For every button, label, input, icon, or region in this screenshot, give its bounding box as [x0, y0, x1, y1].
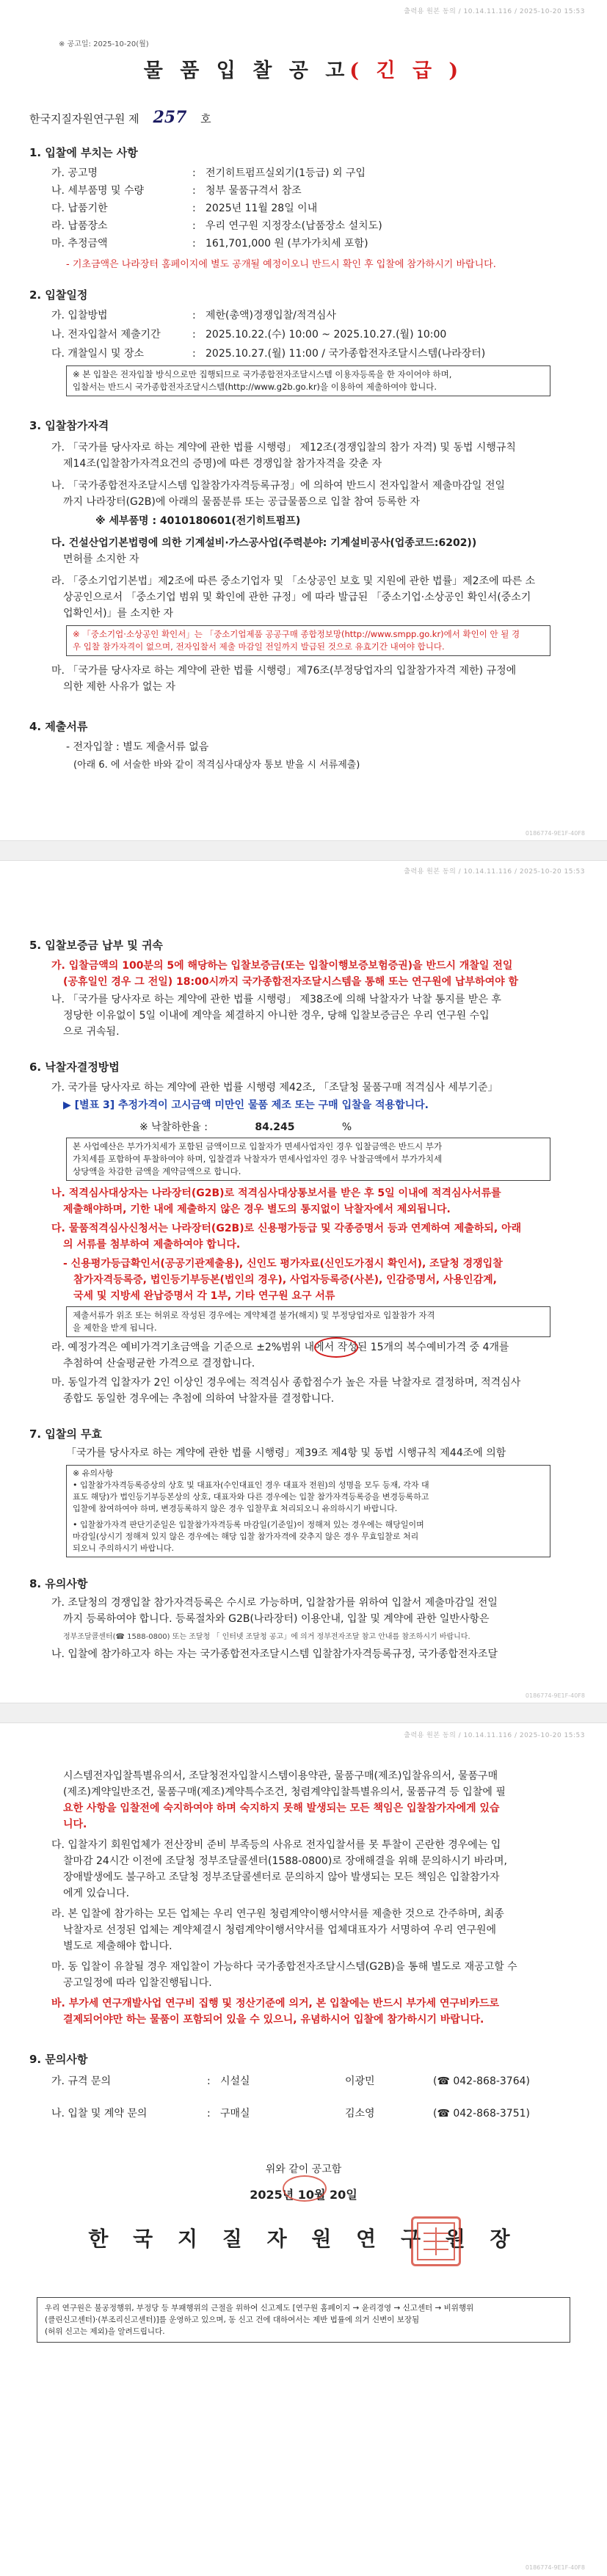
sec6-para: 마. 동일가격 입찰자가 2인 이상인 경우에는 적격심사 종합점수가 높은 자를 낙찰자로 결정하며, 적격심사 — [51, 1377, 521, 1389]
row-label: 다. 개찰일시 및 장소 — [51, 348, 144, 360]
report-center-box — [37, 2297, 570, 2343]
forgery-notice-box — [66, 1306, 550, 1337]
notice-line: (클린신고센터)·(부조리신고센터)]를 운영하고 있으며, 동 신고 건에 대하여서는 제반 법률에 의거 신변이 보장됨 — [45, 2315, 420, 2324]
notice-line: 을 제한을 받게 됩니다. — [73, 1322, 157, 1333]
date-stamp — [283, 2175, 327, 2202]
row-separator: : — [207, 2108, 211, 2120]
sec6-para: 추첨하여 산술평균한 가격으로 결정합니다. — [63, 1358, 255, 1369]
section-4-heading: 4. 제출서류 — [29, 720, 88, 733]
red-para: 의 서류를 첨부하여 제출하여야 합니다. — [63, 1239, 241, 1251]
sec8-para: 다. 입찰자기 회원업체가 전산장비 준비 부족등의 사유로 전자입찰서를 못 투찰이 곤란한 경우에는 입 — [51, 1839, 501, 1851]
caution-box — [66, 1465, 550, 1557]
seal-icon — [413, 2219, 459, 2264]
sec8-red-para: 결제되어야만 하는 물품이 포함되어 있을 수 있으니, 유념하시어 입찰에 참가하시기 바랍니다. — [63, 2014, 484, 2026]
contact-tel: (☎ 042-868-3751) — [433, 2108, 530, 2120]
row-value: 청부 물품규격서 참조 — [206, 185, 302, 197]
notice-line: ※ 본 입찰은 전자입찰 방식으로만 집행되므로 국가종합전자조달시스템 이용자등록을 한 자이어야 하며, — [73, 369, 452, 379]
as-above: 위와 같이 공고함 — [265, 2164, 342, 2175]
sec3-para: 면허를 소지한 자 — [63, 553, 139, 565]
row-separator: : — [192, 310, 196, 321]
notice-line: 상당액을 차감한 금액을 계약금액으로 합니다. — [73, 1166, 241, 1176]
page-break — [0, 1703, 607, 1723]
row-separator: : — [207, 2075, 211, 2087]
print-watermark: 출력용 원본 동의 / 10.14.11.116 / 2025-10-20 15:53 — [404, 8, 585, 15]
sec8-para: 낙찰자로 선정된 업체는 계약체결시 청렴계약이행서약서를 업체대표자가 서명하여 우리 연구원에 — [63, 1924, 497, 1936]
contact-name: 이광민 — [345, 2075, 375, 2087]
row-label: 나. 세부품명 및 수량 — [51, 185, 144, 197]
sec8-para: 니다. — [63, 1819, 87, 1830]
sec7-para: 「국가를 당사자로 하는 계약에 관한 법률 시행령」제39조 제4항 및 동법 시행규칙 제44조에 의함 — [66, 1447, 506, 1459]
deposit-para: 가. 입찰금액의 100분의 5에 해당하는 입찰보증금(또는 입찰이행보증보험증권)을 반드시 개찰일 전일 — [51, 960, 513, 972]
sec5-para: 정당한 이유없이 5일 이내에 계약을 체결하지 아니한 경우, 당해 입찰보증금은 우리 연구원 수입 — [63, 1010, 490, 1022]
red-para: 국세 및 지방세 완납증명서 각 1부, 기타 연구원 요구 서류 — [73, 1290, 335, 1302]
ho: 호 — [200, 112, 211, 125]
sec8-red-inline: 요한 사항을 입찰전에 숙지하여야 하며 숙지하지 못해 발생되는 모든 책임은 입찰참가자에게 있습 — [63, 1802, 500, 1814]
row-separator: : — [192, 220, 196, 232]
red-para: 제출해야하며, 기한 내에 제출하지 않은 경우 별도의 통지없이 낙찰자에서 제외됩니다. — [63, 1204, 451, 1215]
rate-unit: % — [341, 1121, 352, 1133]
notice-line: 되오니 주의하시기 바랍니다. — [73, 1543, 175, 1553]
row-separator: : — [192, 185, 196, 197]
sec8-small: 정부조달콜센터(☎ 1588-0800) 또는 조달청 「 인터넷 조달청 공고」에 의거 정부전자조달 참고 안내를 참조하시기 바랍니다. — [63, 1633, 470, 1641]
institute-head: 한 국 지 질 자 원 연 구 원 장 — [88, 2227, 519, 2251]
sec5-para: 나. 「국가를 당사자로 하는 계약에 관한 법률 시행령」 제38조에 의해 낙찰자가 낙찰 통지를 받은 후 — [51, 994, 501, 1005]
sec8-para: 장애발생에도 불구하고 조달청 정부조달콜센터로 문의하지 않아 발생되는 모든 책임은 입찰참가자 — [63, 1871, 500, 1883]
contact-dept: 구매실 — [220, 2108, 250, 2120]
notice-line: 우리 연구원은 불공정행위, 부정당 등 부패행위의 근절을 위하여 신고제도 [연구원 홈페이지 → 윤리경영 → 신고센터 → 비위행위 — [45, 2304, 474, 2313]
page-break — [0, 840, 607, 861]
row-value: 제한(총액)경쟁입찰/적격심사 — [206, 310, 336, 321]
print-watermark: 출력용 원본 동의 / 10.14.11.116 / 2025-10-20 15:53 — [404, 868, 585, 876]
red-para: 다. 물품적격심사신청서는 나라장터(G2B)로 신용평가등급 및 각종증명서 등과 연계하여 제출하되, 아래 — [51, 1223, 522, 1234]
sec8-para: (제조)계약일반조건, 물품구매(제조)계약특수조건, 청렴계약입찰특별유의서, 물품규격 등 입찰에 필 — [63, 1786, 506, 1798]
deposit-para: (공휴일인 경우 그 전일) 18:00시까지 국가종합전자조달시스템을 통해 또는 연구원에 납부하여야 함 — [63, 976, 519, 988]
notice-line: 우 입찰 참가자격이 없으며, 전자입찰서 제출 마감일 전일까지 발급된 것으로 유효기간 내여야 합니다. — [73, 641, 445, 652]
notice-line: 본 사업예산은 부가가치세가 포함된 금액이므로 입찰자가 면세사업자인 경우 입찰금액은 반드시 부가 — [73, 1141, 443, 1151]
sec3-para: 제14조(입찰참가자격요건의 증명)에 따른 경쟁입찰 참가자격을 갖춘 자 — [63, 458, 382, 470]
notice-line: ※ 유의사항 — [73, 1469, 114, 1478]
section-1-heading: 1. 입찰에 부치는 사항 — [29, 146, 138, 159]
rate-label: ※ 낙찰하한율 : — [139, 1121, 208, 1133]
section-5-heading: 5. 입찰보증금 납부 및 귀속 — [29, 939, 163, 952]
row-label: 라. 납품장소 — [51, 220, 108, 232]
bid-rate-line — [139, 1120, 352, 1135]
red-para: - 신용평가등급확인서(공공기관제출용), 신인도 평가자료(신인도가점시 확인서), 조달청 경쟁입찰 — [63, 1258, 503, 1270]
row-label: 가. 공고명 — [51, 167, 98, 179]
sec6-para: 가. 국가를 당사자로 하는 계약에 관한 법률 시행령 제42조, 「조달청 물품구매 적격심사 세부기준」 — [51, 1082, 498, 1094]
notice-line: 제출서류가 위조 또는 허위로 작성된 경우에는 계약체결 불가(해지) 및 부정당업자로 입찰참가 자격 — [73, 1310, 435, 1320]
notice-box — [66, 365, 550, 396]
notice-line: 입찰에 참여하여야 하며, 변경등록하지 않은 경우 입찰무효 처리되오니 유의하시기 바랍니다. — [73, 1504, 398, 1513]
sec3-para: 까지 나라장터(G2B)에 아래의 물품분류 또는 공급물품으로 입찰 참여 등록한 자 — [63, 496, 421, 508]
row-value: 161,701,000 원 (부가가치세 포함) — [206, 238, 368, 250]
row-label: 가. 입찰방법 — [51, 310, 108, 321]
row-label: 나. 입찰 및 계약 문의 — [51, 2108, 148, 2120]
sec3-para — [51, 536, 476, 551]
license-line: 다. 건설산업기본법령에 의한 기계설비·가스공사업(주력분야: 기계설비공사(업종코드:6202)) — [51, 537, 477, 549]
notice-line: • 입찰참가자격등록증상의 상호 및 대표자(수인대표인 경우 대표자 전원)의 성명을 모두 등재, 각자 대 — [73, 1480, 429, 1490]
sec8-para: 까지 등록하여야 합니다. 등록절차와 G2B(나라장터) 이용안내, 입찰 및 계약에 관한 일반사항은 — [63, 1613, 490, 1625]
print-watermark: 출력용 원본 동의 / 10.14.11.116 / 2025-10-20 15:53 — [404, 1732, 585, 1739]
sec8-para: 가. 조달청의 경쟁입찰 참가자격등록은 수시로 가능하며, 입찰참가를 위하여 입찰서 제출마감일 전일 — [51, 1597, 498, 1609]
sec3-para: 나. 「국가종합전자조달시스템 입찰참가자격등록규정」에 의하여 반드시 전자입찰서 제출마감일 전일 — [51, 480, 506, 492]
document-id: 0186774-9E1F-40F8 — [525, 2564, 585, 2571]
row-separator: : — [192, 203, 196, 214]
sec6-blue-para: ▶ [별표 3] 추정가격이 고시금액 미만인 물품 제조 또는 구매 입찰을 적용합니다. — [63, 1099, 429, 1111]
red-para: 나. 적격심사대상자는 나라장터(G2B)로 적격심사대상통보서를 받은 후 5일 이내에 적격심사서류를 — [51, 1187, 501, 1199]
sme-notice-box — [66, 625, 550, 656]
highlight-circle — [314, 1337, 358, 1358]
announcer: 한국지질자원연구원 제 — [29, 112, 139, 125]
sec6-para: 종합도 동일한 경우에는 추첨에 의하여 낙찰자를 결정합니다. — [63, 1393, 335, 1405]
handwritten-number: 257 — [153, 108, 187, 127]
sec8-para: 찰마감 24시간 이전에 조달청 정부조달콜센터(1588-0800)로 장애해결을 위해 문의하시기 바라며, — [63, 1855, 507, 1867]
rate-value: 84.245 — [255, 1121, 295, 1133]
sec4-line: - 전자입찰 : 별도 제출서류 없음 — [66, 741, 209, 753]
row-label: 나. 전자입찰서 제출기간 — [51, 329, 161, 341]
contact-tel: (☎ 042-868-3764) — [433, 2075, 530, 2087]
row-separator: : — [192, 329, 196, 341]
sec8-para: 에게 있습니다. — [63, 1888, 130, 1899]
row-value: 우리 연구원 지정장소(납품장소 설치도) — [206, 220, 382, 232]
row-value: 2025년 11월 28일 이내 — [206, 203, 318, 214]
sec5-para: 으로 귀속됨. — [63, 1026, 120, 1038]
notice-line: 입찰서는 반드시 국가종합전자조달시스템(http://www.g2b.go.kr)을 이용하여 제출하여야 합니다. — [73, 382, 437, 392]
contact-dept: 시설실 — [220, 2075, 250, 2087]
sec3-para: 업확인서)」를 소지한 자 — [63, 608, 174, 619]
sec8-para: 공고일정에 따라 입찰진행됩니다. — [63, 1977, 212, 1989]
row-value: 2025.10.22.(수) 10:00 ~ 2025.10.27.(월) 10:00 — [206, 329, 447, 341]
red-para: 참가자격등록증, 법인등기부등본(법인의 경우), 사업자등록증(사본), 인감증명서, 사용인감계, — [73, 1274, 497, 1286]
sec3-para: 라. 「중소기업기본법」제2조에 따른 중소기업자 및 「소상공인 보호 및 지원에 관한 법률」제2조에 따른 소 — [51, 575, 536, 587]
section-3-heading: 3. 입찰참가자격 — [29, 419, 109, 432]
official-seal — [411, 2216, 461, 2266]
sec8-red-para: 바. 부가세 연구개발사업 연구비 집행 및 정산기준에 의거, 본 입찰에는 반드시 부가세 연구비카드로 — [51, 1998, 500, 2009]
sec8-para — [63, 1801, 500, 1816]
closing-date: 2025년 10월 20일 — [250, 2188, 357, 2202]
row-label: 가. 규격 문의 — [51, 2075, 111, 2087]
base-amount-note: - 기초금액은 나라장터 홈페이지에 별도 공개될 예정이오니 반드시 확인 후 입찰에 참가하시기 바랍니다. — [66, 259, 496, 270]
sec8-para: 시스템전자입찰특별유의서, 조달청전자입찰시스템이용약관, 물품구매(제조)입찰유의서, 물품구매 — [63, 1770, 498, 1782]
section-7-heading: 7. 입찰의 무효 — [29, 1427, 103, 1441]
row-separator: : — [192, 348, 196, 360]
title-urgent: ( 긴 급 ) — [349, 59, 464, 82]
section-9-heading: 9. 문의사항 — [29, 2053, 88, 2066]
sec3-para: 마. 「국가를 당사자로 하는 계약에 관한 법률 시행령」제76조(부정당업자의 입찰참가자격 제한) 규정에 — [51, 665, 517, 677]
notice-line: 마감일(상시기 정해져 있지 않은 경우에는 해당 입찰 참가자격에 갖추지 않은 경우 무효입찰로 처리 — [73, 1532, 419, 1541]
sec8-para: 별도로 제출해야 합니다. — [63, 1940, 172, 1952]
row-separator: : — [192, 167, 196, 179]
sec8-para: 라. 본 입찰에 참가하는 모든 업체는 우리 연구원 청렴계약이행서약서를 제출한 것으로 간주하며, 최종 — [51, 1908, 504, 1920]
sec3-para: 가. 「국가를 당사자로 하는 계약에 관한 법률 시행령」 제12조(경쟁입찰의 참가 자격) 및 동법 시행규칙 — [51, 442, 516, 454]
title-main: 물 품 입 찰 공 고 — [143, 59, 350, 82]
notice-line: ※ 「중소기업·소상공인 확인서」는 「중소기업제품 공공구매 종합정보망(http://www.smpp.go.kr)에서 확인이 안 될 경 — [73, 629, 520, 639]
sec8-para: 마. 동 입찰이 유찰될 경우 재입찰이 가능하다 국가종합전자조달시스템(G2B)을 통해 별도로 재공고할 수 — [51, 1961, 517, 1973]
row-label: 마. 추정금액 — [51, 238, 108, 250]
notice-line: 표도 해당)가 법인등기부등본상의 상호, 대표자와 다른 경우에는 입찰 참가자격등록증을 변경등록하고 — [73, 1492, 429, 1502]
section-6-heading: 6. 낙찰자결정방법 — [29, 1060, 120, 1074]
sec3-para: 의한 제한 사유가 없는 자 — [63, 681, 176, 693]
announcer-line — [29, 110, 211, 127]
sec4-line: (아래 6. 에 서술한 바와 같이 적격심사대상자 통보 받을 시 서류제출) — [73, 760, 360, 771]
row-label: 다. 납품기한 — [51, 203, 108, 214]
row-value: 전기히트펌프실외기(1등급) 외 구입 — [206, 167, 366, 179]
page-title — [0, 59, 607, 82]
notice-line: 가치세를 포함하여 투찰하여야 하며, 입찰결과 낙찰자가 면세사업자인 경우 낙찰금액에서 부가가치세 — [73, 1154, 443, 1164]
section-8-heading: 8. 유의사항 — [29, 1577, 88, 1590]
item-code: ※ 세부품명 : 4010180601(전기히트펌프) — [95, 515, 301, 527]
announce-date: ※ 공고일: 2025-10-20(월) — [59, 40, 149, 48]
sec6-para: 라. 예정가격은 예비가격기초금액을 기준으로 ±2%범위 내에서 작성된 15개의 복수예비가격 중 4개를 — [51, 1342, 509, 1353]
section-2-heading: 2. 입찰일정 — [29, 288, 88, 302]
row-separator: : — [192, 238, 196, 250]
row-value: 2025.10.27.(월) 11:00 / 국가종합전자조달시스템(나라장터) — [206, 348, 486, 360]
sec3-para: 상공인으로서 「중소기업 범위 및 확인에 관한 규정」에 따라 발급된 「중소기업·소상공인 확인서(중소기 — [63, 592, 531, 603]
notice-line: • 입찰참가자격 판단기준일은 입찰참가자격등록 마감일(기준일)이 정해져 있는 경우에는 해당일이며 — [73, 1520, 424, 1529]
sec8-para: 나. 입찰에 참가하고자 하는 자는 국가종합전자조달시스템 입찰참가자격등록규정, 국가종합전자조달 — [51, 1648, 498, 1660]
notice-line: (허위 신고는 제외)을 알려드립니다. — [45, 2327, 165, 2336]
document-id: 0186774-9E1F-40F8 — [525, 1692, 585, 1699]
contact-name: 김소영 — [345, 2108, 375, 2120]
document-id: 0186774-9E1F-40F8 — [525, 830, 585, 837]
vat-notice-box — [66, 1138, 550, 1181]
